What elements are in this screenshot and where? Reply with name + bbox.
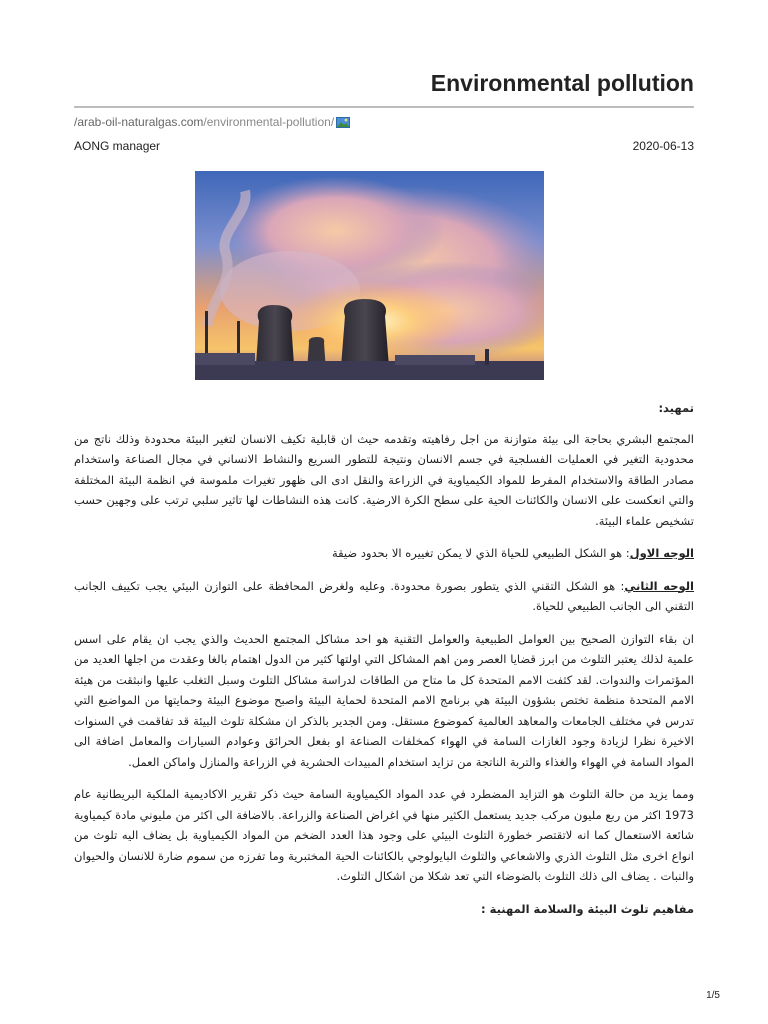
publish-date: 2020-06-13: [632, 139, 694, 153]
page-title: Environmental pollution: [430, 70, 694, 96]
source-path[interactable]: /environmental-pollution/: [203, 115, 335, 129]
title-divider: [74, 106, 694, 108]
face-two-paragraph: [74, 576, 694, 617]
balance-paragraph: ان بقاء التوازن الصحيح بين العوامل الطبيعية والعوامل التقنية هو احد مشاكل المجتمع الحديث والذي يجب ان يقام على اسس علمية لذلك يعتبر التلوث من ابرز قضايا العصر ومن اهم المشاكل التي اولتها كثير من الدول اهتمام بالغا وعقدت من اجلها العديد من المؤتمرات والندوات. لقد كثفت الامم المتحدة كل ما متاح من الطاقات لدراسة مشاكل التلوث وسبل التغلب عليها وانبثقت من هيئة الامم المتحدة منظمة تختص بشؤون البيئة هي برنامج الامم المتحدة لحماية البيئة واصبح موضوع البيئة وحمايتها من المواضيع التي تدرس في مختلف الجامعات والمعاهد العالمية كموضوع مستقل. ومن الجدير بالذكر ان مشكلة تلوث البيئة قد تفاقمت في السنوات الاخيرة نظرا لزيادة وجود الغازات السامة في الهواء كمخلفات الصناعة او بفعل الحرائق وعوادم السيارات والمعامل اضافة الى المواد السامة في الهواء والغذاء والتربة الناتجة من تزايد استخدام المبيدات الحشرية في الزراعة والمنازل واماكن العمل.: [74, 631, 694, 769]
face-one-paragraph: [74, 543, 694, 564]
face-two-text: : هو الشكل التقني الذي يتطور بصورة محدودة. وعليه ولغرض المحافظة على التوازن البيئي يجب تكييف الجانب التقني الى الجانب الطبيعي للحياة.: [74, 578, 694, 613]
intro-paragraph: المجتمع البشري بحاجة الى بيئة متوازنة من اجل رفاهيته وتقدمه حيث ان قابلية تكيف الانسان لتغير البيئة محدودة وذلك ناتج من محدودية التغير في العمليات الفسلجية في جسم الانسان ونتيجة للتطور السريع والنشاط الانساني في مجال الصناعة واستخدام مصادر الطاقة والاستخدام المفرط للمواد الكيمياوية في الزراعة والنقل ادى الى ظهور تغيرات ملموسة في انظمة البيئة المختلفة والتي انعكست على الانسان والكائنات الحية على سطح الكرة الارضية. كانت هذه النشاطات لها تاثير سلبي ترتب على وجهين حسب تشخيص علماء البيئة.: [74, 431, 694, 528]
hero-image: [195, 171, 544, 380]
author-name: AONG manager: [74, 139, 161, 153]
page-number: 1/5: [706, 990, 720, 1001]
intro-heading: تمهيد:: [658, 401, 694, 415]
face-two-label: الوجه الثاني: [624, 578, 694, 593]
face-one-text: : هو الشكل الطبيعي للحياة الذي لا يمكن تغييره الا بحدود ضيقة: [331, 546, 630, 560]
source-domain[interactable]: /arab-oil-naturalgas.com: [74, 115, 204, 129]
factory-smoke-photo-icon: [195, 171, 544, 380]
chemicals-paragraph: ومما يزيد من حالة التلوث هو التزايد المضطرد في عدد المواد الكيمياوية السامة حيث ذكر تقرير الاكاديمية الملكية البريطانية عام 1973 اكثر من ربع مليون مركب جديد يستعمل الكثير منها في اغراض الصناعة والزراعة. بالاضافة الى اكثر من مليوني مادة كيمياوية شائعة الاستعمال كما انه لاتقتصر خطورة التلوث البيئي على وجود هذا العدد الضخم من المواد الكيمياوية بل يضاف اليه تلوث من انواع اخرى مثل التلوث الذري والاشعاعي والتلوث البايولوجي بالكائنات الحية المختبرية وما تفرزه من سموم ضارة للانسان والحيوان والنبات . يضاف الى ذلك التلوث بالضوضاء التي تعد شكلا من اشكال التلوث.: [74, 787, 694, 883]
article-body: [74, 398, 694, 929]
face-one-label: الوجه الاول: [629, 546, 694, 560]
source-url[interactable]: [74, 115, 350, 129]
image-link-icon[interactable]: [336, 116, 350, 128]
concepts-heading: مفاهيم تلوث البيئة والسلامة المهنية :: [481, 901, 694, 916]
